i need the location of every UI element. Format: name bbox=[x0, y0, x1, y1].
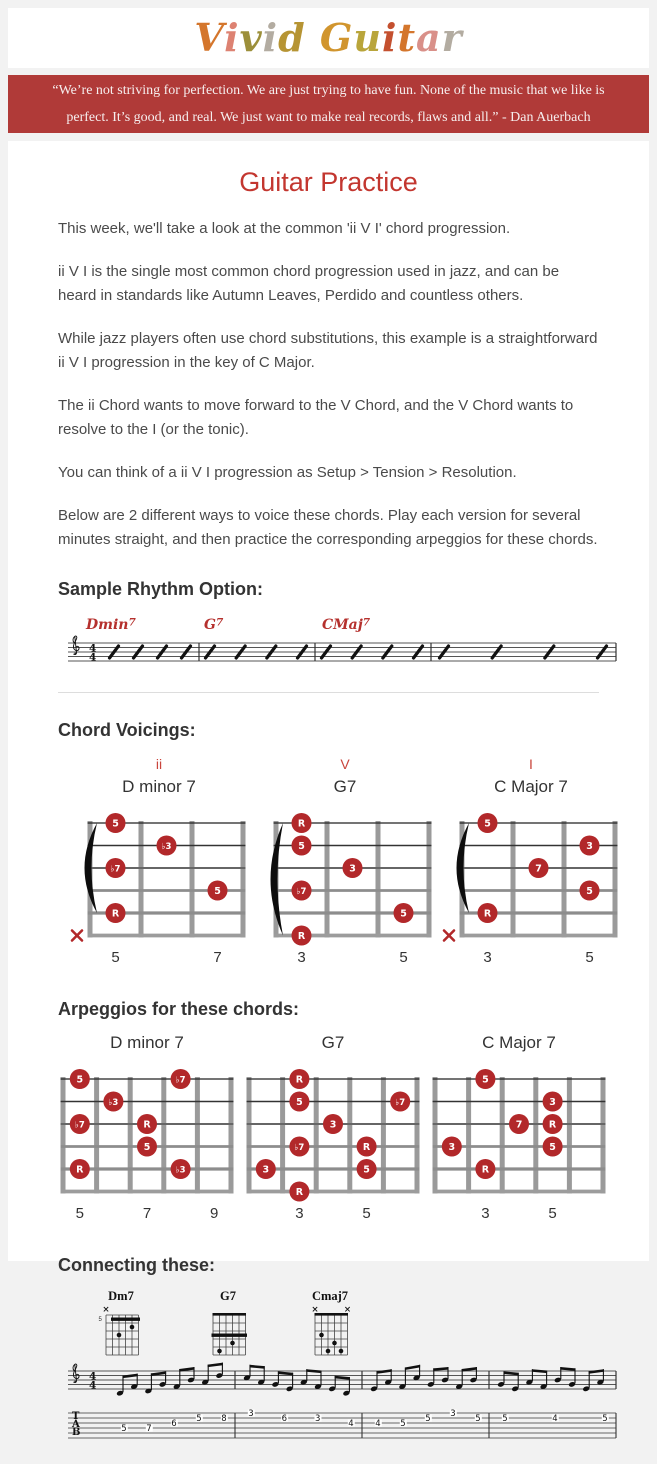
note-dot bbox=[394, 903, 414, 923]
note-dot bbox=[478, 903, 498, 923]
svg-text:5: 5 bbox=[76, 1074, 84, 1086]
mini-chord-chart bbox=[205, 1289, 251, 1368]
roman-numeral: ii bbox=[155, 756, 163, 772]
tab-number: 5 bbox=[502, 1413, 508, 1424]
tab-number: 4 bbox=[375, 1418, 381, 1429]
rhythm-staff-svg bbox=[68, 613, 628, 683]
muted-string-x bbox=[104, 1307, 108, 1311]
note-dot bbox=[171, 1159, 191, 1179]
header bbox=[8, 8, 649, 68]
fret-number: 5 bbox=[362, 1205, 371, 1222]
svg-text:R: R bbox=[295, 1074, 304, 1086]
svg-text:R: R bbox=[295, 1186, 304, 1198]
svg-text:♭7: ♭7 bbox=[294, 1142, 305, 1153]
tab-number: 5 bbox=[425, 1413, 431, 1424]
fretboard-chart bbox=[70, 809, 248, 967]
svg-text:R: R bbox=[362, 1141, 371, 1153]
logo-letter: i bbox=[224, 15, 240, 60]
svg-text:5: 5 bbox=[98, 1317, 102, 1323]
tab-number: 6 bbox=[171, 1418, 177, 1429]
logo-letter: r bbox=[441, 15, 463, 60]
tab-number: 7 bbox=[146, 1423, 152, 1434]
note-dot bbox=[357, 1137, 377, 1157]
fretboard-chart bbox=[430, 1065, 608, 1223]
svg-text:♭7: ♭7 bbox=[395, 1097, 406, 1108]
note-dot bbox=[323, 1114, 343, 1134]
svg-text:3: 3 bbox=[329, 1119, 337, 1131]
fret-number: 3 bbox=[483, 949, 492, 966]
note-dot bbox=[289, 1069, 309, 1089]
svg-text:5: 5 bbox=[586, 885, 593, 897]
svg-text:4: 4 bbox=[89, 651, 97, 664]
tab-clef-letter: B bbox=[72, 1427, 81, 1438]
svg-text:3: 3 bbox=[349, 863, 356, 875]
svg-text:♭3: ♭3 bbox=[161, 841, 172, 852]
note-dot bbox=[157, 836, 177, 856]
tab-number: 8 bbox=[221, 1413, 227, 1424]
barre-arc bbox=[271, 823, 284, 936]
svg-text:♭7: ♭7 bbox=[175, 1075, 186, 1086]
fretboard-chart bbox=[58, 1065, 236, 1223]
tab-number: 4 bbox=[348, 1418, 354, 1429]
logo-letter: a bbox=[416, 15, 442, 60]
note-dot bbox=[292, 836, 312, 856]
svg-text:R: R bbox=[548, 1119, 557, 1131]
connecting-notation bbox=[68, 1289, 608, 1464]
svg-text:R: R bbox=[111, 908, 120, 920]
logo-letter: G bbox=[319, 15, 354, 60]
svg-text:5: 5 bbox=[298, 840, 305, 852]
quote-text: “We’re not striving for perfection. We are just trying to have fun. None of the music that we like is perfect. It’s good, and real. We just want to make real records, flaws and all.” - Dan Auerbach bbox=[52, 83, 605, 125]
fret-number: 5 bbox=[111, 949, 120, 966]
chord-name: D minor 7 bbox=[122, 777, 196, 796]
fret-number: 5 bbox=[75, 1205, 84, 1222]
chord-voicings-row bbox=[70, 754, 599, 972]
paragraph: ii V I is the single most common chord progression used in jazz, and can be heard in standards like Autumn Leaves, Perdido and countless others. bbox=[58, 263, 560, 304]
roman-numeral: I bbox=[529, 756, 533, 772]
tab-number: 6 bbox=[281, 1413, 288, 1424]
logo-letter: u bbox=[353, 15, 383, 60]
note-dot bbox=[580, 836, 600, 856]
svg-text:4: 4 bbox=[89, 1379, 97, 1392]
arpeggios-heading: Arpeggios for these chords: bbox=[58, 999, 300, 1019]
tab-number: 5 bbox=[121, 1423, 127, 1434]
paragraph: Below are 2 different ways to voice these chords. Play each version for several minutes straight, and then practice the corresponding arpeggios for these chords. bbox=[58, 507, 598, 548]
note-dot bbox=[543, 1137, 563, 1157]
paragraph: The ii Chord wants to move forward to the V Chord, and the V Chord wants to resolve to the I (or the tonic). bbox=[58, 397, 574, 438]
svg-text:R: R bbox=[297, 930, 306, 942]
fret-number: 5 bbox=[585, 949, 594, 966]
muted-string-x bbox=[313, 1307, 317, 1311]
time-signature: 4 bbox=[89, 642, 97, 655]
note-dot bbox=[543, 1114, 563, 1134]
eighth-note-pair bbox=[145, 1371, 167, 1394]
tab-clef-letter: T bbox=[72, 1411, 80, 1422]
mini-chord-chart bbox=[307, 1289, 353, 1368]
svg-text:♭7: ♭7 bbox=[110, 864, 121, 875]
svg-text:3: 3 bbox=[586, 840, 593, 852]
chord-chart-column bbox=[58, 1033, 236, 1228]
content bbox=[8, 141, 649, 1438]
tab-number: 3 bbox=[248, 1408, 254, 1419]
fret-number: 5 bbox=[399, 949, 408, 966]
note-dot bbox=[475, 1159, 495, 1179]
note-dot bbox=[390, 1092, 410, 1112]
paragraph: While jazz players often use chord substitutions, this example is a straightforward ii V I progression in the key of C Major. bbox=[58, 330, 598, 371]
fret-number: 3 bbox=[481, 1205, 490, 1222]
muted-string-x bbox=[72, 931, 82, 941]
fret-number: 9 bbox=[210, 1205, 219, 1222]
eighth-note-pair bbox=[455, 1367, 477, 1390]
svg-text:5: 5 bbox=[549, 1141, 556, 1153]
svg-text:R: R bbox=[297, 818, 306, 830]
rhythm-heading: Sample Rhythm Option: bbox=[58, 579, 264, 599]
chord-chart-column bbox=[430, 1033, 608, 1228]
logo-letter: t bbox=[397, 15, 417, 60]
chord-name: D minor 7 bbox=[110, 1033, 184, 1052]
quote-banner bbox=[8, 75, 649, 133]
note-dot bbox=[137, 1137, 157, 1157]
note-dot bbox=[289, 1092, 309, 1112]
muted-string-x bbox=[345, 1307, 349, 1311]
mini-chord-chart bbox=[98, 1289, 144, 1368]
rhythm-staff bbox=[68, 613, 599, 688]
note-dot bbox=[292, 881, 312, 901]
connecting-heading: Connecting these: bbox=[58, 1255, 216, 1275]
voicings-heading: Chord Voicings: bbox=[58, 720, 196, 740]
fret-number: 3 bbox=[295, 1205, 304, 1222]
note-dot bbox=[171, 1069, 191, 1089]
eighth-note-pair bbox=[173, 1367, 195, 1390]
note-dot bbox=[103, 1092, 123, 1112]
chord-chart-column bbox=[70, 754, 248, 972]
chord-name: C Major 7 bbox=[482, 1033, 556, 1052]
chord-symbol: CMaj$^7$ bbox=[322, 616, 371, 633]
eighth-note-pair bbox=[399, 1365, 421, 1390]
svg-text:5: 5 bbox=[296, 1096, 303, 1108]
eighth-note-pair bbox=[328, 1376, 350, 1397]
svg-text:R: R bbox=[481, 1164, 490, 1176]
svg-text:R: R bbox=[483, 908, 492, 920]
tab-number: 5 bbox=[196, 1413, 202, 1424]
note-dot bbox=[543, 1092, 563, 1112]
note-dot bbox=[475, 1069, 495, 1089]
fretboard-chart bbox=[256, 809, 434, 967]
logo bbox=[194, 15, 463, 60]
note-dot bbox=[106, 903, 126, 923]
svg-text:5: 5 bbox=[400, 908, 407, 920]
chord-name: G7 bbox=[321, 1033, 345, 1052]
chord-symbol: Dmin$^7$ bbox=[86, 616, 136, 633]
mini-chord-label: Dm7 bbox=[108, 1289, 134, 1303]
logo-letter: i bbox=[382, 15, 398, 60]
logo-letter: v bbox=[239, 15, 263, 60]
note-dot bbox=[289, 1182, 309, 1202]
note-dot bbox=[137, 1114, 157, 1134]
svg-text:7: 7 bbox=[535, 863, 542, 875]
mini-fretboard bbox=[98, 1305, 144, 1363]
svg-text:3: 3 bbox=[549, 1096, 556, 1108]
tab-number: 3 bbox=[450, 1408, 456, 1419]
note-dot bbox=[106, 858, 126, 878]
svg-text:5: 5 bbox=[214, 885, 221, 897]
roman-numeral: V bbox=[340, 756, 350, 772]
logo-letter: d bbox=[278, 15, 306, 60]
page bbox=[0, 8, 657, 1438]
note-dot bbox=[70, 1114, 90, 1134]
logo-letter bbox=[306, 15, 320, 60]
svg-text:3: 3 bbox=[262, 1164, 270, 1176]
chord-chart-column bbox=[256, 754, 434, 972]
tab-number: 4 bbox=[552, 1413, 558, 1424]
chord-chart-column bbox=[442, 754, 620, 972]
chord-symbol: $G^7$ bbox=[204, 616, 224, 633]
note-dot bbox=[580, 881, 600, 901]
note-dot bbox=[256, 1159, 276, 1179]
note-dot bbox=[292, 926, 312, 946]
tab-number: 3 bbox=[314, 1413, 321, 1424]
logo-letter: i bbox=[262, 15, 279, 60]
fretboard-chart bbox=[442, 809, 620, 967]
tab-number: 5 bbox=[475, 1413, 481, 1424]
svg-text:5: 5 bbox=[143, 1141, 151, 1153]
mini-chord-label: G7 bbox=[220, 1289, 236, 1303]
fret-number: 7 bbox=[213, 949, 222, 966]
intro-paragraphs bbox=[58, 217, 599, 552]
logo-letter: V bbox=[194, 15, 225, 60]
chord-name: G7 bbox=[333, 777, 357, 796]
mini-chord-label: Cmaj7 bbox=[311, 1289, 349, 1303]
svg-text:5: 5 bbox=[363, 1164, 370, 1176]
svg-text:R: R bbox=[143, 1119, 151, 1131]
fret-number: 3 bbox=[297, 949, 306, 966]
chord-chart-column bbox=[244, 1033, 422, 1228]
tab-number: 5 bbox=[602, 1413, 608, 1424]
chord-name: C Major 7 bbox=[494, 777, 568, 796]
note-dot bbox=[208, 881, 228, 901]
mini-fretboard bbox=[205, 1305, 251, 1363]
note-dot bbox=[478, 813, 498, 833]
fret-number: 5 bbox=[548, 1205, 557, 1222]
note-dot bbox=[292, 813, 312, 833]
note-dot bbox=[106, 813, 126, 833]
note-dot bbox=[70, 1069, 90, 1089]
paragraph: This week, we'll take a look at the common 'ii V I' chord progression. bbox=[58, 220, 511, 237]
svg-text:5: 5 bbox=[112, 818, 119, 830]
note-dot bbox=[529, 858, 549, 878]
note-dot bbox=[70, 1159, 90, 1179]
note-dot bbox=[289, 1137, 309, 1157]
page-title: Guitar Practice bbox=[239, 167, 418, 197]
note-dot bbox=[442, 1137, 462, 1157]
svg-text:5: 5 bbox=[484, 818, 491, 830]
eighth-note-pair bbox=[116, 1374, 138, 1397]
svg-text:5: 5 bbox=[482, 1074, 489, 1086]
note-dot bbox=[509, 1114, 529, 1134]
svg-text:♭7: ♭7 bbox=[296, 886, 307, 897]
paragraph: You can think of a ii V I progression as Setup > Tension > Resolution. bbox=[58, 464, 517, 481]
muted-string-x bbox=[444, 931, 454, 941]
tab-number: 5 bbox=[400, 1418, 406, 1429]
svg-text:7: 7 bbox=[515, 1119, 523, 1131]
svg-text:♭7: ♭7 bbox=[74, 1120, 85, 1131]
tab-clef-letter: A bbox=[72, 1419, 80, 1430]
note-dot bbox=[357, 1159, 377, 1179]
fretboard-chart bbox=[244, 1065, 422, 1223]
divider bbox=[58, 692, 599, 693]
note-dot bbox=[343, 858, 363, 878]
time-signature: 4 bbox=[89, 1370, 97, 1383]
svg-text:3: 3 bbox=[448, 1141, 456, 1153]
fret-number: 7 bbox=[142, 1205, 152, 1222]
svg-text:♭3: ♭3 bbox=[175, 1165, 186, 1176]
svg-text:♭3: ♭3 bbox=[108, 1097, 119, 1108]
svg-text:R: R bbox=[76, 1164, 84, 1176]
mini-fretboard bbox=[307, 1305, 353, 1363]
arpeggios-row bbox=[58, 1033, 599, 1228]
